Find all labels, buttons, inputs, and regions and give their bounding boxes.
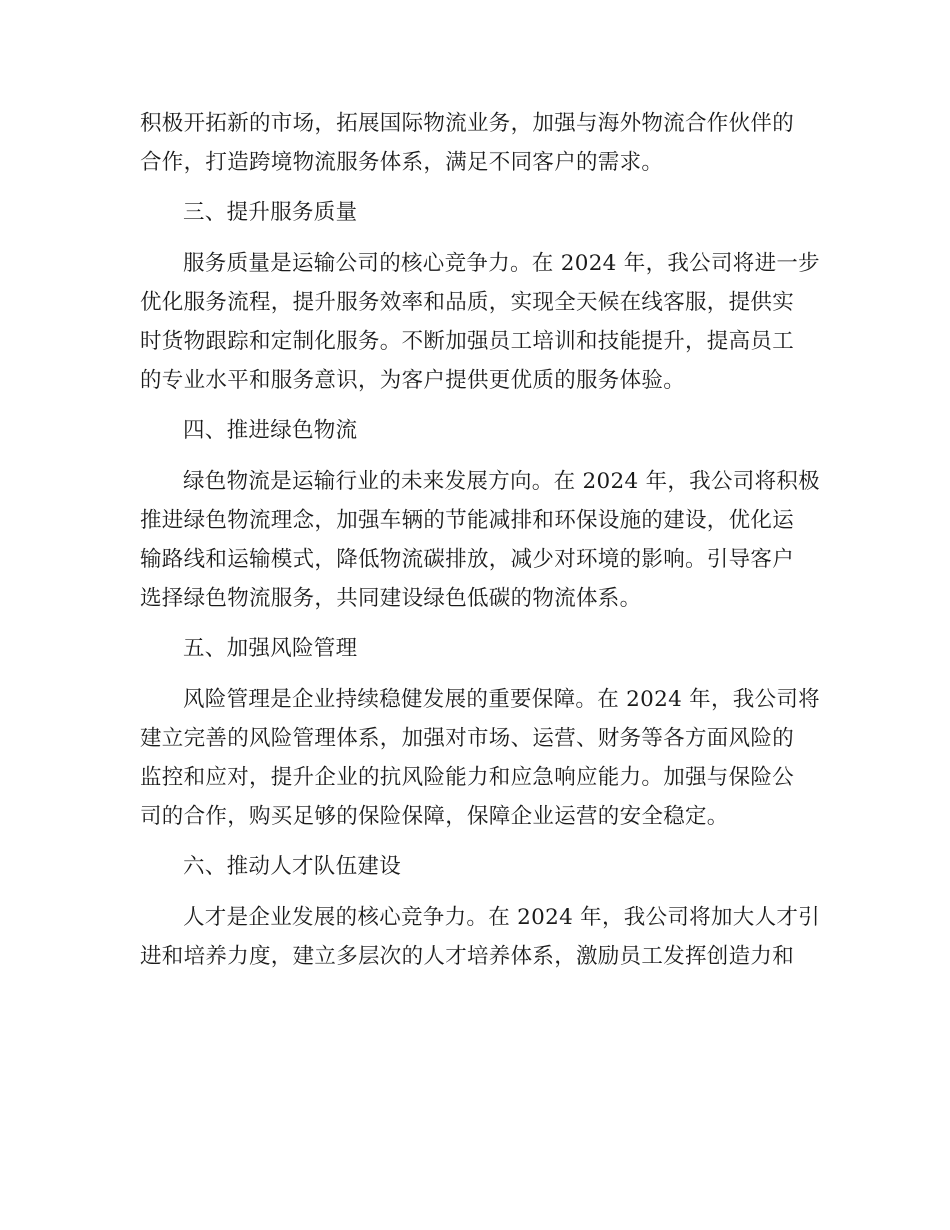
paragraph-line: 进和培养力度，建立多层次的人才培养体系，激励员工发挥创造力和 [140, 944, 795, 969]
paragraph-market-expansion [140, 104, 820, 182]
paragraph-line: 的专业水平和服务意识，为客户提供更优质的服务体验。 [140, 368, 686, 393]
paragraph-line: 风险管理是企业持续稳健发展的重要保障。在 2024 年，我公司将 [183, 687, 820, 712]
section-heading-service-quality: 三、提升服务质量 [183, 200, 358, 225]
paragraph-line: 积极开拓新的市场，拓展国际物流业务，加强与海外物流合作伙伴的 [140, 111, 795, 136]
paragraph-line: 监控和应对，提升企业的抗风险能力和应急响应能力。加强与保险公 [140, 765, 795, 790]
paragraph-talent-team [140, 898, 820, 976]
document-page [140, 104, 820, 987]
paragraph-line: 服务质量是运输公司的核心竞争力。在 2024 年，我公司将进一步 [183, 251, 820, 276]
paragraph-line: 时货物跟踪和定制化服务。不断加强员工培训和技能提升，提高员工 [140, 329, 795, 354]
paragraph-line: 人才是企业发展的核心竞争力。在 2024 年，我公司将加大人才引 [183, 905, 820, 930]
paragraph-green-logistics [140, 462, 820, 618]
paragraph-line: 优化服务流程，提升服务效率和品质，实现全天候在线客服，提供实 [140, 290, 795, 315]
paragraph-line: 选择绿色物流服务，共同建设绿色低碳的物流体系。 [140, 586, 642, 611]
section-heading-talent-team: 六、推动人才队伍建设 [183, 854, 402, 879]
section-heading-green-logistics: 四、推进绿色物流 [183, 418, 358, 443]
paragraph-service-quality [140, 244, 820, 400]
paragraph-line: 司的合作，购买足够的保险保障，保障企业运营的安全稳定。 [140, 804, 729, 829]
section-heading-risk-management: 五、加强风险管理 [183, 636, 358, 661]
paragraph-risk-management [140, 680, 820, 836]
paragraph-line: 合作，打造跨境物流服务体系，满足不同客户的需求。 [140, 150, 664, 175]
paragraph-line: 绿色物流是运输行业的未来发展方向。在 2024 年，我公司将积极 [183, 469, 820, 494]
paragraph-line: 推进绿色物流理念，加强车辆的节能减排和环保设施的建设，优化运 [140, 508, 795, 533]
paragraph-line: 建立完善的风险管理体系，加强对市场、运营、财务等各方面风险的 [140, 726, 795, 751]
paragraph-line: 输路线和运输模式，降低物流碳排放，减少对环境的影响。引导客户 [140, 547, 795, 572]
